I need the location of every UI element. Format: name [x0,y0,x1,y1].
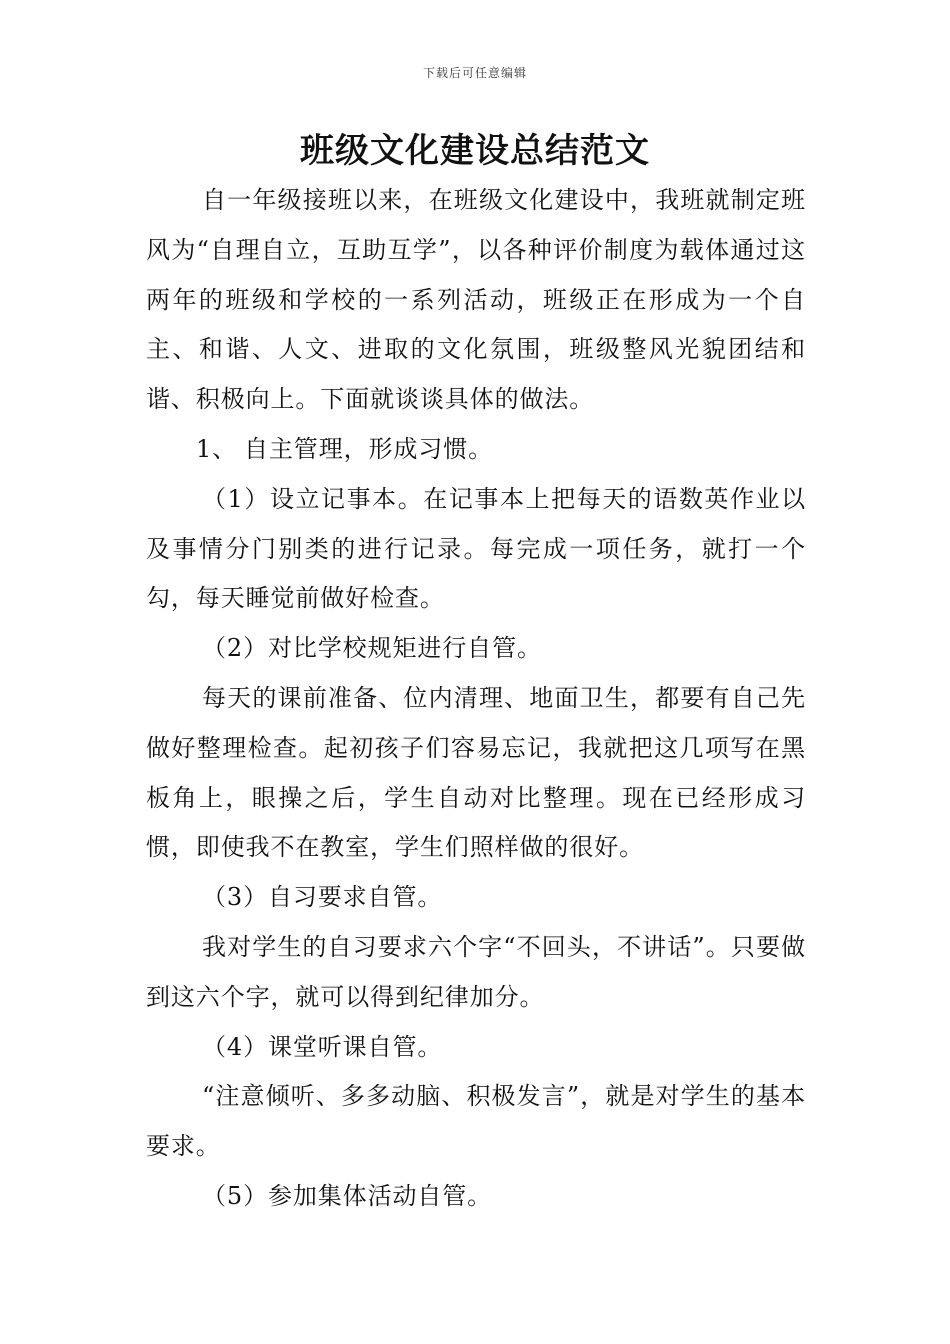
item-4-heading: （4）课堂听课自管。 [202,1032,443,1061]
item-4-paragraph: “注意倾听、多多动脑、积极发言”，就是对学生的基本要求。 [146,1082,806,1161]
document-body [146,176,806,1222]
item-2-paragraph: 每天的课前准备、位内清理、地面卫生，都要有自己先做好整理检查。起初孩子们容易忘记，我就把这几项写在黑板角上，眼操之后，学生自动对比整理。现在已经形成习惯，即使我不在教室，学生们照样做的很好。 [146,683,806,862]
item-3-heading: （3）自习要求自管。 [202,883,443,912]
document-title: 班级文化建设总结范文 [300,131,650,171]
intro-paragraph: 自一年级接班以来，在班级文化建设中，我班就制定班风为“自理自立，互助互学”，以各种评价制度为载体通过这两年的班级和学校的一系列活动，班级正在形成为一个自主、和谐、人文、进取的文化氛围，班级整风光貌团结和谐、积极向上。下面就谈谈具体的做法。 [146,186,806,414]
section-1-heading [146,425,806,475]
section-1-title: 自主管理，形成习惯。 [244,434,493,463]
item-2-heading: （2）对比学校规矩进行自管。 [202,634,542,663]
item-5-heading: （5）参加集体活动自管。 [202,1181,493,1210]
section-1-number: 1、 [196,434,238,463]
item-1-paragraph: （1）设立记事本。在记事本上把每天的语数英作业以及事情分门别类的进行记录。每完成一项任务，就打一个勾，每天睡觉前做好检查。 [146,484,806,613]
item-3-paragraph: 我对学生的自习要求六个字“不回头，不讲话”。只要做到这六个字，就可以得到纪律加分。 [146,932,806,1011]
page-header-note: 下载后可任意编辑 [422,66,527,80]
